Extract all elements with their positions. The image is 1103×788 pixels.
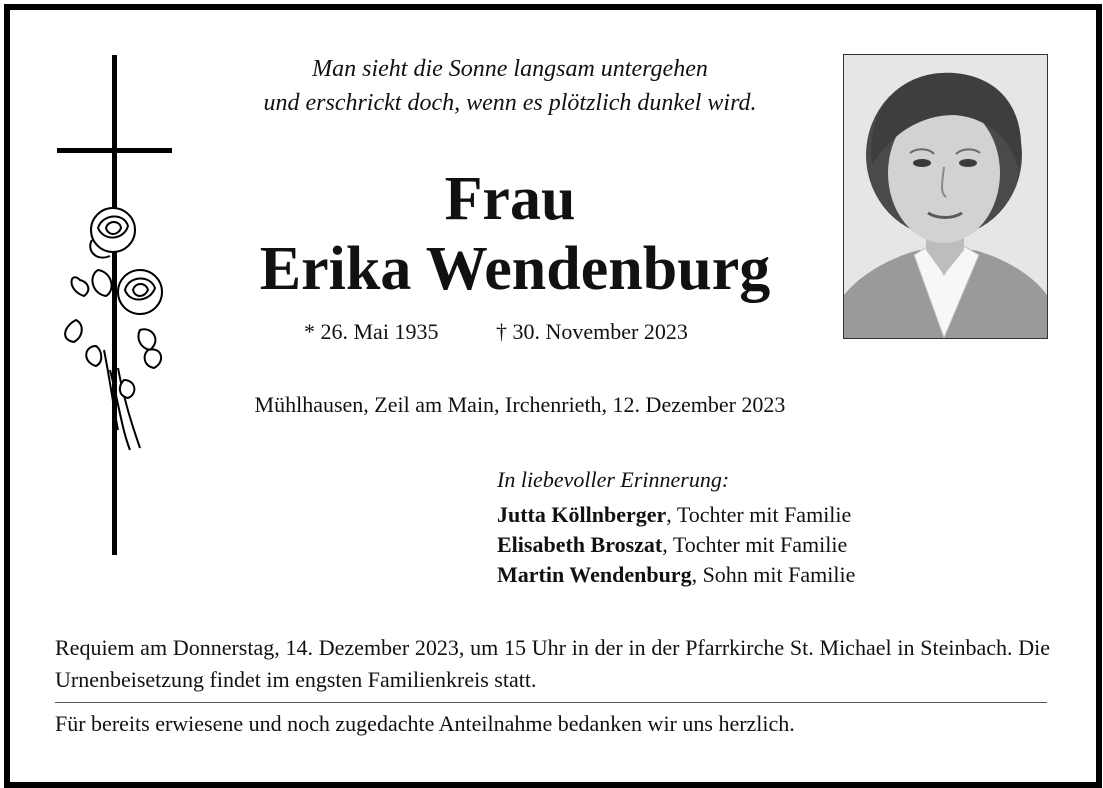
- divider: [55, 702, 1047, 703]
- mourner-name: Jutta Köllnberger: [497, 502, 667, 527]
- quote-line-1: Man sieht die Sonne langsam untergehen: [312, 56, 708, 82]
- deceased-name: Erika Wendenburg: [259, 235, 771, 303]
- place-and-date: Mühlhausen, Zeil am Main, Irchenrieth, 12. Dezember 2023: [254, 392, 786, 417]
- quote-line-2: und erschrickt doch, wenn es plötzlich dunkel wird.: [263, 90, 757, 116]
- mourner-item: [497, 500, 851, 530]
- mourner-item: [497, 530, 847, 560]
- death-date: † 30. November 2023: [496, 319, 688, 344]
- mourner-relation: , Tochter mit Familie: [666, 502, 852, 527]
- mourner-item: [497, 560, 855, 590]
- mourner-name: Martin Wendenburg: [497, 562, 692, 587]
- salutation: Frau: [444, 165, 576, 233]
- thanks-note: Für bereits erwiesene und noch zugedachte Anteilnahme bedanken wir uns herzlich.: [55, 711, 795, 736]
- mourner-name: Elisabeth Broszat: [497, 532, 663, 557]
- cross-with-roses-icon: [40, 50, 190, 560]
- portrait-photo: [843, 54, 1048, 339]
- memory-heading: In liebevoller Erinnerung:: [497, 467, 730, 492]
- mourner-relation: , Sohn mit Familie: [691, 562, 856, 587]
- requiem-notice: Requiem am Donnerstag, 14. Dezember 2023, um 15 Uhr in der in der Pfarrkirche St. Michael in Steinbach. Die Urnenbeisetzung findet im engsten Familienkreis statt.: [55, 635, 1050, 692]
- birth-date: * 26. Mai 1935: [304, 319, 439, 344]
- mourner-relation: , Tochter mit Familie: [662, 532, 848, 557]
